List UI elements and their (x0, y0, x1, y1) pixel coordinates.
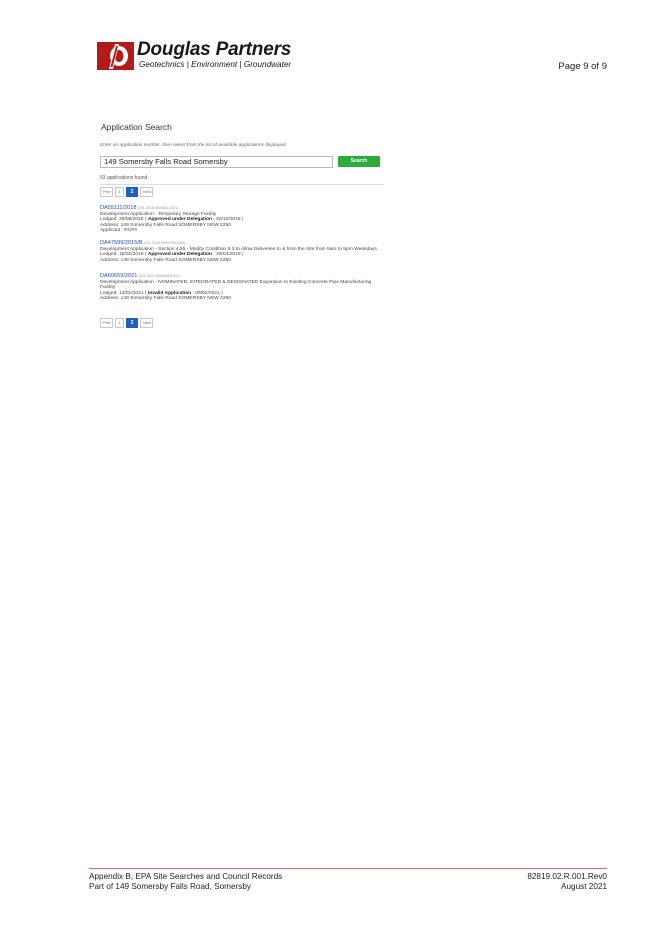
next-button[interactable]: Next (140, 318, 153, 328)
list-item (100, 206, 430, 234)
next-button[interactable]: Next (140, 187, 153, 197)
page-2-button[interactable]: 2 (126, 318, 138, 328)
brand-name: Douglas Partners (137, 39, 292, 60)
divider (100, 184, 384, 185)
page-title: Application Search (101, 122, 172, 132)
application-lodged: Lodged: 13/01/2021 ( Invalid Application : 09/02/2021 ) (100, 290, 223, 296)
prev-button[interactable]: Prev (100, 318, 113, 328)
company-logo (97, 39, 307, 72)
pagination-bottom (100, 318, 153, 329)
application-status: Invalid Application (147, 290, 192, 296)
footer-left (89, 872, 282, 891)
application-lodged: Lodged: 15/01/2019 ( Approved under Delegation : 26/04/2019 ) (100, 252, 244, 258)
search-instructions: Enter an application number, then select from the list of available applications displayed. (100, 143, 287, 148)
application-link[interactable]: DA60659/2021 (100, 273, 138, 279)
application-address: Address: 149 Somersby Falls Road SOMERSBY NSW 2250 (100, 257, 231, 263)
application-description: Development Application - NOMINATED, INTEGRATED & DESIGNATED Expansion to Existing Concrete Pipe Manufacturing (100, 279, 372, 285)
footer-right (527, 872, 607, 891)
application-description-cont: Facility (100, 285, 116, 291)
application-link[interactable]: DA55111/2018 (100, 205, 137, 211)
page-1-button[interactable]: 1 (115, 187, 124, 197)
list-item (100, 241, 430, 263)
result-count: 53 applications found (100, 175, 148, 181)
search-input[interactable]: 149 Somersby Falls Road Somersby (100, 156, 333, 168)
page-number: Page 9 of 9 (558, 61, 607, 72)
application-lodged: Lodged: 30/08/2018 ( Approved under Delegation : 30/10/2018 ) (100, 217, 244, 223)
application-extra: Applicant : RCPA (100, 228, 138, 234)
footer-site-name: Part of 149 Somersby Falls Road, Somersby (89, 881, 251, 891)
application-description: Development Application - Temporary Storage Facility (100, 211, 217, 217)
search-button[interactable]: Search (338, 156, 380, 167)
footer-divider (89, 868, 607, 869)
footer-date: August 2021 (561, 881, 607, 891)
brand-tagline: Geotechnics | Environment | Groundwater (139, 60, 292, 69)
application-ref: (011.2018.00055111.001) (137, 206, 179, 210)
prev-button[interactable]: Prev (100, 187, 113, 197)
application-link[interactable]: DA47599/2015/B (100, 240, 143, 246)
application-address: Address: 149 Somersby Falls Road SOMERSBY NSW 2250 (100, 296, 231, 302)
application-address: Address: 149 Somersby Falls Road SOMERSBY NSW 2250 (100, 222, 231, 228)
list-item (100, 274, 430, 302)
application-ref: (011.2021.00060659.001) (138, 274, 180, 278)
application-description: Development Application - Section 4.55 - Modify Condition 5.3 to Allow Deliveries to & from the Site from 5am to 5pm Weekdays (100, 246, 377, 252)
application-status: Approved under Delegation (147, 252, 213, 258)
page-1-button[interactable]: 1 (115, 318, 124, 328)
footer-document-title: Appendix B, EPA Site Searches and Council Records (89, 872, 283, 881)
logo-mark-icon (97, 42, 134, 70)
page-2-button[interactable]: 2 (126, 187, 138, 197)
application-ref: (011.2015.00047599.003) (143, 241, 186, 245)
application-status: Approved under Delegation (147, 217, 213, 223)
pagination-top (100, 187, 153, 198)
footer-report-number: 82819.02.R.001.Rev0 (527, 872, 607, 881)
